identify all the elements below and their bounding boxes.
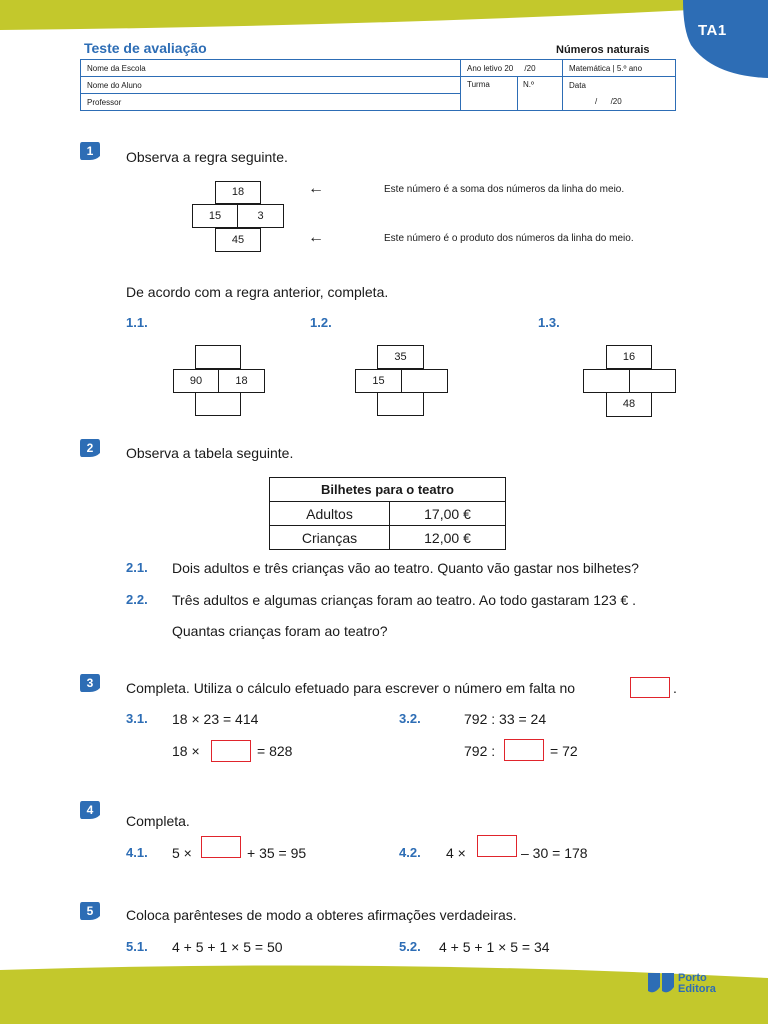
subject-field: Matemática | 5.º ano — [563, 60, 676, 77]
item-1-3-right-cell[interactable] — [629, 369, 676, 393]
example-note-product: Este número é o produto dos números da linha do meio. — [384, 233, 634, 244]
question-1-number: 1 — [80, 142, 100, 160]
date-field[interactable]: / /20 — [563, 94, 676, 111]
item-4-1-label: 4.1. — [126, 845, 148, 860]
question-1-instruction: De acordo com a regra anterior, completa. — [126, 284, 389, 300]
porto-editora-logo-text: Porto Editora — [678, 972, 716, 995]
item-3-2-prefix: 792 : — [464, 743, 496, 759]
item-5-2-label: 5.2. — [399, 939, 421, 954]
question-3-prompt-end: . — [673, 680, 677, 696]
item-5-2-expression[interactable]: 4 + 5 + 1 × 5 = 34 — [439, 939, 550, 955]
item-1-3-label: 1.3. — [538, 315, 560, 330]
question-3-prompt: Completa. Utiliza o cálculo efetuado para escrever o número em falta no — [126, 680, 576, 696]
item-1-1-label: 1.1. — [126, 315, 148, 330]
item-1-1-right-cell: 18 — [218, 369, 265, 393]
item-3-2-answer-box[interactable] — [504, 739, 544, 761]
item-3-1-suffix: = 828 — [257, 743, 293, 759]
class-divider — [517, 77, 518, 111]
item-1-2-right-cell[interactable] — [401, 369, 448, 393]
question-5-prompt: Coloca parênteses de modo a obteres afirmações verdadeiras. — [126, 907, 517, 923]
item-1-1-left-cell: 90 — [173, 369, 219, 393]
item-1-3-top-cell: 16 — [606, 345, 652, 369]
question-3-number: 3 — [80, 674, 100, 692]
ticket-row-label: Crianças — [270, 526, 390, 550]
example-left-cell: 15 — [192, 204, 238, 228]
student-name-field[interactable]: Nome do Aluno — [81, 77, 461, 94]
item-1-2-left-cell: 15 — [355, 369, 402, 393]
question-2-number: 2 — [80, 439, 100, 457]
example-right-cell: 3 — [237, 204, 284, 228]
date-label-field: Data — [563, 77, 676, 94]
question-4-number: 4 — [80, 801, 100, 819]
item-4-1-suffix: + 35 = 95 — [247, 845, 307, 861]
ticket-row-price: 12,00 € — [390, 526, 506, 550]
item-3-2-suffix: = 72 — [550, 743, 578, 759]
ticket-table-title: Bilhetes para o teatro — [270, 478, 506, 502]
item-2-1-label: 2.1. — [126, 560, 148, 575]
item-1-1-top-cell[interactable] — [195, 345, 241, 369]
item-2-1-text: Dois adultos e três crianças vão ao teatro. Quanto vão gastar nos bilhetes? — [172, 560, 639, 576]
item-4-2-answer-box[interactable] — [477, 835, 517, 857]
class-field[interactable]: Turma N.º — [461, 77, 563, 111]
item-1-2-bottom-cell[interactable] — [377, 392, 424, 416]
item-4-2-prefix: 4 × — [446, 845, 466, 861]
example-top-cell: 18 — [215, 181, 261, 204]
test-badge-shape — [683, 0, 768, 78]
item-1-2-label: 1.2. — [310, 315, 332, 330]
item-1-1-bottom-cell[interactable] — [195, 392, 241, 416]
student-info-table — [80, 59, 676, 111]
question-4-prompt: Completa. — [126, 813, 190, 829]
item-3-2-label: 3.2. — [399, 711, 421, 726]
item-2-2-label: 2.2. — [126, 592, 148, 607]
item-3-1-answer-box[interactable] — [211, 740, 251, 762]
item-2-2-text: Três adultos e algumas crianças foram ao teatro. Ao todo gastaram 123 € . — [172, 592, 637, 608]
ticket-price-table — [269, 477, 506, 550]
item-3-1-label: 3.1. — [126, 711, 148, 726]
question-5-number: 5 — [80, 902, 100, 920]
item-4-2-label: 4.2. — [399, 845, 421, 860]
arrow-left-icon: ← — [308, 180, 324, 197]
top-decorative-band — [0, 0, 768, 40]
ticket-row-price: 17,00 € — [390, 502, 506, 526]
answer-box-legend — [630, 677, 670, 698]
school-year-field[interactable]: Ano letivo 20 /20 — [461, 60, 563, 77]
test-badge-label: TA1 — [698, 22, 727, 39]
porto-editora-logo-icon — [648, 973, 674, 995]
document-title: Teste de avaliação — [84, 40, 207, 56]
item-3-1-prefix: 18 × — [172, 743, 200, 759]
item-3-2-given: 792 : 33 = 24 — [464, 711, 547, 727]
item-4-1-answer-box[interactable] — [201, 836, 241, 858]
item-1-3-bottom-cell: 48 — [606, 392, 652, 417]
item-5-1-label: 5.1. — [126, 939, 148, 954]
school-field[interactable]: Nome da Escola — [81, 60, 461, 77]
question-1-prompt: Observa a regra seguinte. — [126, 149, 288, 165]
number-field: N.º — [523, 80, 534, 89]
item-4-2-suffix: – 30 = 178 — [521, 845, 588, 861]
teacher-field[interactable]: Professor — [81, 94, 461, 111]
example-note-sum: Este número é a soma dos números da linha do meio. — [384, 184, 625, 195]
document-topic: Números naturais — [556, 44, 650, 56]
ticket-row-label: Adultos — [270, 502, 390, 526]
item-2-2-question: Quantas crianças foram ao teatro? — [172, 623, 388, 639]
item-5-1-expression[interactable]: 4 + 5 + 1 × 5 = 50 — [172, 939, 283, 955]
example-bottom-cell: 45 — [215, 228, 261, 252]
item-1-3-left-cell[interactable] — [583, 369, 630, 393]
item-4-1-prefix: 5 × — [172, 845, 192, 861]
item-3-1-given: 18 × 23 = 414 — [172, 711, 259, 727]
question-2-prompt: Observa a tabela seguinte. — [126, 445, 294, 461]
arrow-left-icon: ← — [308, 229, 324, 246]
item-1-2-top-cell: 35 — [377, 345, 424, 369]
